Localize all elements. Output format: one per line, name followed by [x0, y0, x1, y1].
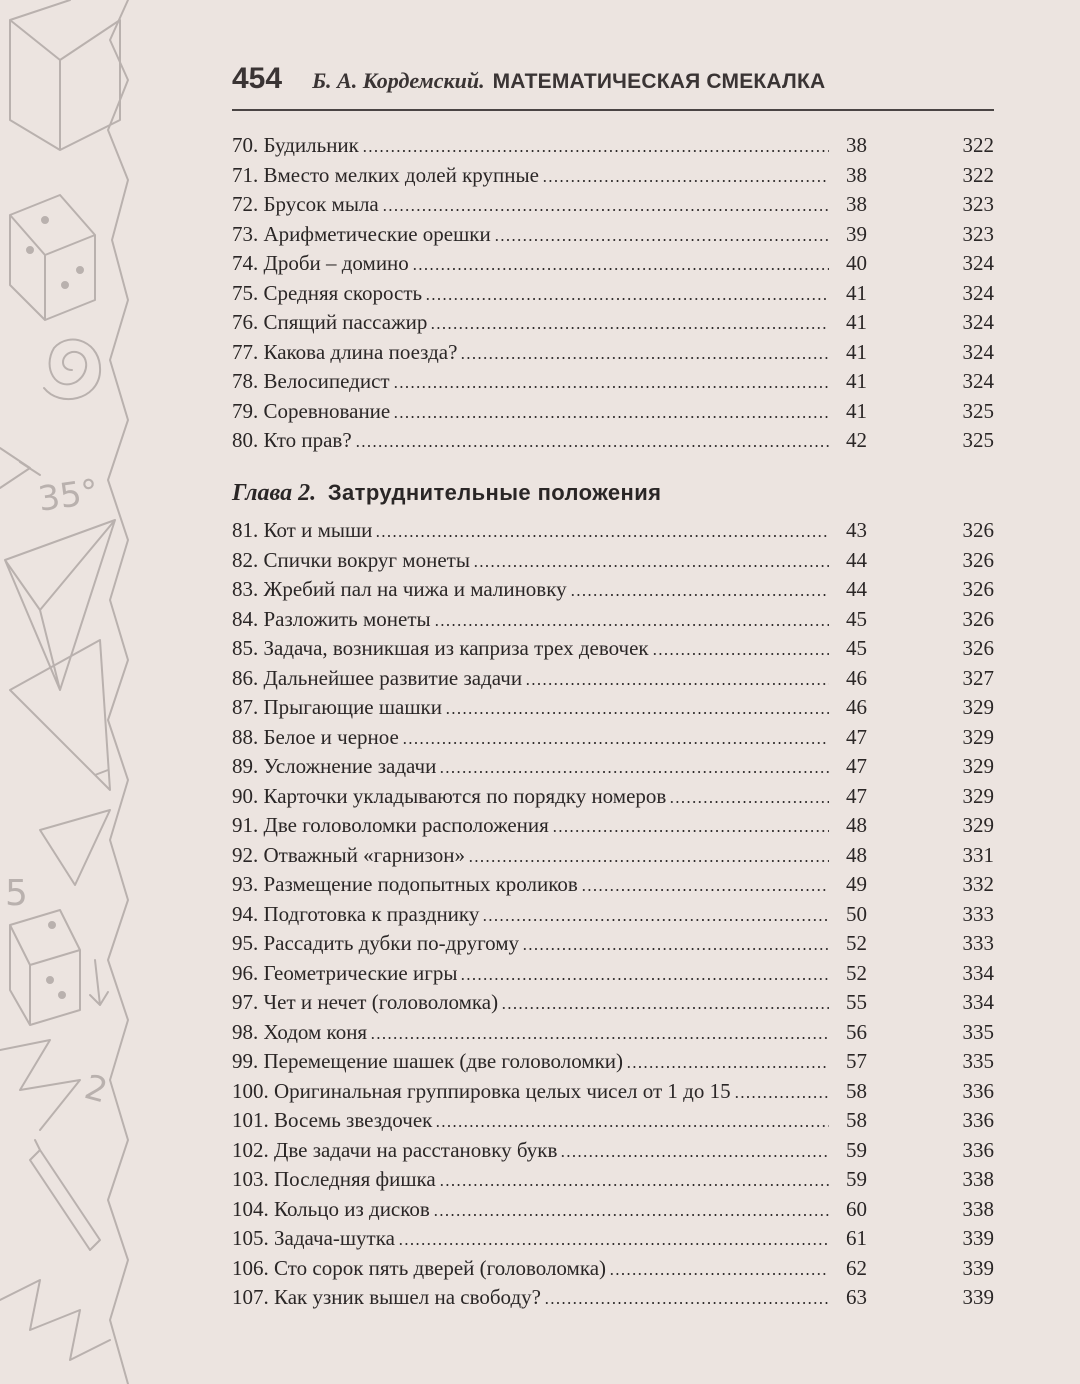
- toc-entry-page: 41: [846, 310, 867, 334]
- toc-entry-answer-page: 339: [962, 1285, 994, 1309]
- lightning-icon: [0, 1040, 80, 1130]
- toc-entry-title: 100. Оригинальная группировка целых чисел от 1 до 15: [232, 1078, 731, 1103]
- toc-entry-page: 41: [846, 369, 867, 393]
- toc-entry: [232, 782, 994, 812]
- toc-entry-title-wrap: [232, 900, 829, 930]
- toc-entry: [232, 988, 994, 1018]
- pencil-icon: [0, 448, 40, 488]
- toc-entry: [232, 1165, 994, 1195]
- toc-entry-title: 95. Рассадить дубки по-другому: [232, 931, 520, 955]
- dot-leader: [393, 416, 829, 418]
- toc-entry-page: 48: [846, 813, 867, 837]
- toc-entry: [232, 367, 994, 397]
- toc-entry-title-wrap: [232, 664, 829, 694]
- toc-entry-title-wrap: [232, 131, 829, 161]
- toc-entry-title: 91. Две головоломки расположения: [232, 813, 549, 837]
- toc-entry-title-wrap: [232, 870, 829, 900]
- toc-entry-answer-page: 332: [962, 872, 994, 896]
- toc-section-1: [232, 131, 994, 456]
- toc-entry-title: 104. Кольцо из дисков: [232, 1196, 430, 1221]
- toc-entry-answer-page: 325: [962, 428, 994, 452]
- toc-entry-page: 47: [846, 754, 867, 778]
- toc-entry-title-wrap: [232, 988, 829, 1018]
- toc-entry-title-wrap: [232, 546, 829, 576]
- author-name: Б. А. Кордемский.: [312, 68, 485, 93]
- toc-entry-answer-page: 334: [962, 990, 994, 1014]
- toc-entry-title: 99. Перемещение шашек (две головоломки): [232, 1049, 624, 1073]
- toc-entry-title-wrap: [232, 929, 829, 959]
- toc-entry-title-wrap: [232, 1254, 829, 1284]
- toc-entry-page: 41: [846, 398, 867, 423]
- dot-leader: [398, 1243, 829, 1245]
- toc-entry-title: 106. Сто сорок пять дверей (головоломка): [232, 1255, 607, 1280]
- dot-leader: [552, 830, 829, 832]
- toc-entry-title-wrap: [232, 605, 829, 635]
- toc-entry-title: 75. Средняя скорость: [232, 280, 423, 305]
- dot-leader: [570, 594, 829, 596]
- toc-entry: [232, 959, 994, 989]
- zigzag-bottom-icon: [0, 1280, 110, 1360]
- toc-entry-title-wrap: [232, 1136, 829, 1166]
- toc-entry-title-wrap: [232, 1195, 829, 1225]
- dot-leader: [362, 150, 829, 152]
- doodle-digit-two: 2: [80, 1067, 112, 1112]
- toc-entry-title-wrap: [232, 338, 829, 368]
- toc-entry-answer-page: 339: [962, 1226, 994, 1250]
- toc-entry: [232, 190, 994, 220]
- toc-entry-title: 77. Какова длина поезда?: [232, 339, 458, 364]
- toc-entry-page: 39: [846, 221, 867, 246]
- zigzag-border-icon: [108, 0, 128, 1384]
- chapter-title: Затруднительные положения: [327, 480, 662, 505]
- toc-entry-title-wrap: [232, 220, 829, 250]
- toc-entry-title: 85. Задача, возникшая из каприза трех девочек: [232, 636, 649, 660]
- toc-entry-title-wrap: [232, 1165, 829, 1195]
- toc-entry: [232, 1077, 994, 1107]
- toc-entry-title-wrap: [232, 190, 829, 220]
- toc-entry-title-wrap: [232, 249, 829, 279]
- doodle-digit-five: 5: [5, 873, 28, 914]
- toc-entry-page: 63: [846, 1285, 867, 1309]
- arrow-down-icon: [90, 960, 108, 1005]
- toc-entry-answer-page: 324: [962, 339, 994, 364]
- toc-entry: [232, 1283, 994, 1313]
- triangle-icon: [10, 640, 110, 790]
- toc-entry-title-wrap: [232, 397, 829, 427]
- toc-entry-title-wrap: [232, 516, 829, 546]
- dot-leader: [402, 742, 829, 744]
- toc-entry-title-wrap: [232, 634, 829, 664]
- toc-entry-answer-page: 338: [962, 1167, 994, 1191]
- toc-entry-title-wrap: [232, 841, 829, 871]
- dot-leader: [482, 919, 829, 921]
- toc-entry-page: 44: [846, 547, 867, 572]
- toc-entry-title-wrap: [232, 1106, 829, 1136]
- toc-entry-title: 87. Прыгающие шашки: [232, 695, 442, 719]
- toc-entry-title-wrap: [232, 161, 829, 191]
- toc-entry-title: 103. Последняя фишка: [232, 1167, 436, 1191]
- toc-entry-title: 89. Усложнение задачи: [232, 754, 437, 778]
- toc-entry-page: 59: [846, 1137, 867, 1162]
- toc-entry-answer-page: 336: [962, 1078, 994, 1103]
- dot-leader: [581, 889, 829, 891]
- toc-entry-page: 43: [846, 518, 867, 542]
- toc-entry-page: 52: [846, 931, 867, 955]
- toc-entry: [232, 1254, 994, 1284]
- toc-entry-answer-page: 324: [962, 310, 994, 334]
- toc-entry: [232, 870, 994, 900]
- toc-entry-title-wrap: [232, 1077, 829, 1107]
- toc-entry-title: 88. Белое и черное: [232, 724, 399, 749]
- toc-entry-answer-page: 324: [962, 280, 994, 305]
- toc-entry: [232, 1195, 994, 1225]
- toc-entry-title-wrap: [232, 1224, 829, 1254]
- dot-leader: [522, 948, 829, 950]
- toc-entry-page: 45: [846, 636, 867, 660]
- cube-icon: [10, 0, 120, 150]
- dot-leader: [375, 535, 829, 537]
- toc-entry-title: 71. Вместо мелких долей крупные: [232, 162, 539, 187]
- toc-entry: [232, 1106, 994, 1136]
- toc-entry-page: 45: [846, 606, 867, 631]
- toc-entry: [232, 664, 994, 694]
- toc-entry-page: 57: [846, 1049, 867, 1073]
- chapter-heading: [232, 480, 661, 507]
- toc-entry-page: 42: [846, 428, 867, 452]
- toc-entry: [232, 131, 994, 161]
- toc-entry-page: 60: [846, 1196, 867, 1221]
- toc-entry: [232, 841, 994, 871]
- toc-entry-page: 41: [846, 280, 867, 305]
- toc-entry: [232, 546, 994, 576]
- dot-leader: [460, 357, 829, 359]
- margin-doodles: [0, 0, 130, 1384]
- header-rule: [232, 109, 994, 111]
- toc-entry-page: 47: [846, 724, 867, 749]
- toc-entry: [232, 161, 994, 191]
- toc-entry-answer-page: 329: [962, 695, 994, 719]
- toc-entry-page: 55: [846, 990, 867, 1014]
- toc-entry-answer-page: 333: [962, 901, 994, 926]
- toc-entry-answer-page: 322: [962, 133, 994, 157]
- toc-entry-answer-page: 335: [962, 1019, 994, 1044]
- dot-leader: [501, 1007, 829, 1009]
- dot-leader: [468, 860, 829, 862]
- toc-entry-page: 58: [846, 1078, 867, 1103]
- dot-leader: [669, 801, 829, 803]
- toc-entry-title: 101. Восемь звездочек: [232, 1108, 433, 1132]
- toc-entry: [232, 1018, 994, 1048]
- toc-entry-answer-page: 339: [962, 1255, 994, 1280]
- toc-entry: [232, 752, 994, 782]
- toc-entry-page: 61: [846, 1226, 867, 1250]
- toc-entry-answer-page: 326: [962, 577, 994, 601]
- toc-entry: [232, 1136, 994, 1166]
- toc-entry-title: 79. Соревнование: [232, 398, 391, 423]
- toc-entry-page: 59: [846, 1167, 867, 1191]
- toc-entry-answer-page: 329: [962, 754, 994, 778]
- dot-leader: [430, 327, 829, 329]
- dot-leader: [473, 565, 829, 567]
- toc-entry-page: 58: [846, 1108, 867, 1132]
- toc-entry-title: 92. Отважный «гарнизон»: [232, 842, 465, 867]
- toc-entry-title: 86. Дальнейшее развитие задачи: [232, 665, 523, 690]
- dot-leader: [435, 1125, 829, 1127]
- dice-icon: [10, 195, 95, 320]
- dot-leader: [445, 712, 829, 714]
- toc-entry-answer-page: 326: [962, 547, 994, 572]
- page-number: 454: [232, 62, 283, 95]
- toc-entry: [232, 575, 994, 605]
- dot-leader: [439, 1184, 829, 1186]
- toc-entry-title: 96. Геометрические игры: [232, 960, 458, 985]
- dot-leader: [494, 239, 829, 241]
- toc-entry-title-wrap: [232, 367, 829, 397]
- toc-entry-title: 74. Дроби – домино: [232, 251, 409, 275]
- toc-entry-title-wrap: [232, 308, 829, 338]
- toc-entry: [232, 308, 994, 338]
- toc-entry-page: 44: [846, 577, 867, 601]
- toc-entry-answer-page: 329: [962, 783, 994, 808]
- dot-leader: [439, 771, 829, 773]
- toc-entry-title-wrap: [232, 959, 829, 989]
- toc-entry-title: 70. Будильник: [232, 133, 359, 157]
- toc-entry-answer-page: 335: [962, 1049, 994, 1073]
- toc-entry-title: 84. Разложить монеты: [232, 606, 431, 631]
- dot-leader: [434, 624, 829, 626]
- toc-entry-title-wrap: [232, 1018, 829, 1048]
- toc-entry-title: 80. Кто прав?: [232, 428, 352, 452]
- page-header: [232, 62, 994, 106]
- spiral-icon: [44, 340, 100, 400]
- toc-entry-answer-page: 331: [962, 842, 994, 867]
- toc-entry-title: 72. Брусок мыла: [232, 192, 379, 216]
- dot-leader: [425, 298, 829, 300]
- toc-entry-answer-page: 325: [962, 398, 994, 423]
- toc-entry-page: 47: [846, 783, 867, 808]
- toc-entry-title: 107. Как узник вышел на свободу?: [232, 1285, 541, 1309]
- toc-entry-page: 52: [846, 960, 867, 985]
- toc-entry-answer-page: 334: [962, 960, 994, 985]
- toc-entry-title-wrap: [232, 752, 829, 782]
- toc-entry-answer-page: 333: [962, 931, 994, 955]
- toc-entry-page: 46: [846, 665, 867, 690]
- toc-entry-title: 102. Две задачи на расстановку букв: [232, 1137, 558, 1162]
- toc-entry: [232, 723, 994, 753]
- toc-entry: [232, 605, 994, 635]
- toc-entry-title: 83. Жребий пал на чижа и малиновку: [232, 577, 567, 601]
- toc-entry: [232, 693, 994, 723]
- toc-entry: [232, 426, 994, 456]
- small-triangle-icon: [40, 810, 110, 885]
- dot-leader: [734, 1096, 829, 1098]
- toc-entry-title-wrap: [232, 1047, 829, 1077]
- dot-leader: [433, 1214, 829, 1216]
- toc-entry: [232, 279, 994, 309]
- dot-leader: [544, 1302, 829, 1304]
- toc-entry-title: 82. Спички вокруг монеты: [232, 547, 470, 572]
- toc-entry-title-wrap: [232, 575, 829, 605]
- toc-entry: [232, 929, 994, 959]
- toc-entry: [232, 516, 994, 546]
- toc-entry-page: 50: [846, 901, 867, 926]
- angle-label: 35°: [35, 471, 101, 520]
- book-title: МАТЕМАТИЧЕСКАЯ СМЕКАЛКА: [492, 70, 826, 93]
- dot-leader: [525, 683, 829, 685]
- toc-entry-title: 73. Арифметические орешки: [232, 221, 491, 246]
- dot-leader: [412, 268, 829, 270]
- toc-entry-answer-page: 338: [962, 1196, 994, 1221]
- toc-section-2: [232, 516, 994, 1313]
- toc-entry-page: 41: [846, 339, 867, 364]
- toc-entry: [232, 338, 994, 368]
- toc-entry-answer-page: 329: [962, 813, 994, 837]
- toc-entry: [232, 1047, 994, 1077]
- dot-leader: [370, 1037, 829, 1039]
- toc-entry-title: 76. Спящий пассажир: [232, 310, 428, 334]
- toc-entry: [232, 1224, 994, 1254]
- toc-entry-page: 38: [846, 162, 867, 187]
- toc-entry-page: 38: [846, 133, 867, 157]
- pyramid-icon: [5, 520, 115, 690]
- toc-entry-page: 62: [846, 1255, 867, 1280]
- toc-entry-answer-page: 324: [962, 251, 994, 275]
- toc-entry-page: 56: [846, 1019, 867, 1044]
- toc-entry-page: 38: [846, 192, 867, 216]
- dot-leader: [393, 386, 829, 388]
- toc-entry-page: 40: [846, 251, 867, 275]
- toc-entry-answer-page: 324: [962, 369, 994, 393]
- toc-entry-answer-page: 326: [962, 636, 994, 660]
- toc-entry-answer-page: 323: [962, 221, 994, 246]
- toc-entry-answer-page: 326: [962, 606, 994, 631]
- toc-entry-answer-page: 336: [962, 1137, 994, 1162]
- toc-entry: [232, 811, 994, 841]
- toc-entry-title: 81. Кот и мыши: [232, 518, 373, 542]
- toc-entry: [232, 249, 994, 279]
- toc-entry-title: 97. Чет и нечет (головоломка): [232, 990, 499, 1014]
- toc-entry-page: 46: [846, 695, 867, 719]
- toc-entry-title: 105. Задача-шутка: [232, 1226, 395, 1250]
- toc-entry-title: 98. Ходом коня: [232, 1019, 368, 1044]
- toc-entry-title-wrap: [232, 279, 829, 309]
- toc-entry-title-wrap: [232, 723, 829, 753]
- toc-entry: [232, 220, 994, 250]
- toc-entry-answer-page: 323: [962, 192, 994, 216]
- toc-entry-title: 90. Карточки укладываются по порядку номеров: [232, 783, 667, 808]
- toc-entry-answer-page: 336: [962, 1108, 994, 1132]
- toc-entry-answer-page: 329: [962, 724, 994, 749]
- pencil-2-icon: [30, 1140, 100, 1250]
- toc-entry: [232, 900, 994, 930]
- toc-entry-title-wrap: [232, 426, 829, 456]
- toc-entry-page: 48: [846, 842, 867, 867]
- dot-leader: [460, 978, 829, 980]
- toc-entry-title: 78. Велосипедист: [232, 369, 390, 393]
- dot-leader: [382, 209, 829, 211]
- toc-entry: [232, 634, 994, 664]
- dot-leader: [542, 180, 829, 182]
- toc-entry-title-wrap: [232, 1283, 829, 1313]
- dot-leader: [609, 1273, 829, 1275]
- dot-leader: [652, 653, 829, 655]
- chapter-label: Глава 2.: [232, 480, 317, 506]
- toc-entry-title-wrap: [232, 811, 829, 841]
- toc-entry-answer-page: 327: [962, 665, 994, 690]
- toc-entry: [232, 397, 994, 427]
- toc-entry-title-wrap: [232, 693, 829, 723]
- dot-leader: [355, 445, 829, 447]
- dot-leader: [626, 1066, 829, 1068]
- dice-2-icon: [10, 910, 80, 1025]
- toc-entry-title: 93. Размещение подопытных кроликов: [232, 872, 578, 896]
- toc-entry-title: 94. Подготовка к празднику: [232, 901, 480, 926]
- toc-entry-title-wrap: [232, 782, 829, 812]
- dot-leader: [560, 1155, 829, 1157]
- toc-entry-answer-page: 326: [962, 518, 994, 542]
- toc-entry-page: 49: [846, 872, 867, 896]
- toc-entry-answer-page: 322: [962, 162, 994, 187]
